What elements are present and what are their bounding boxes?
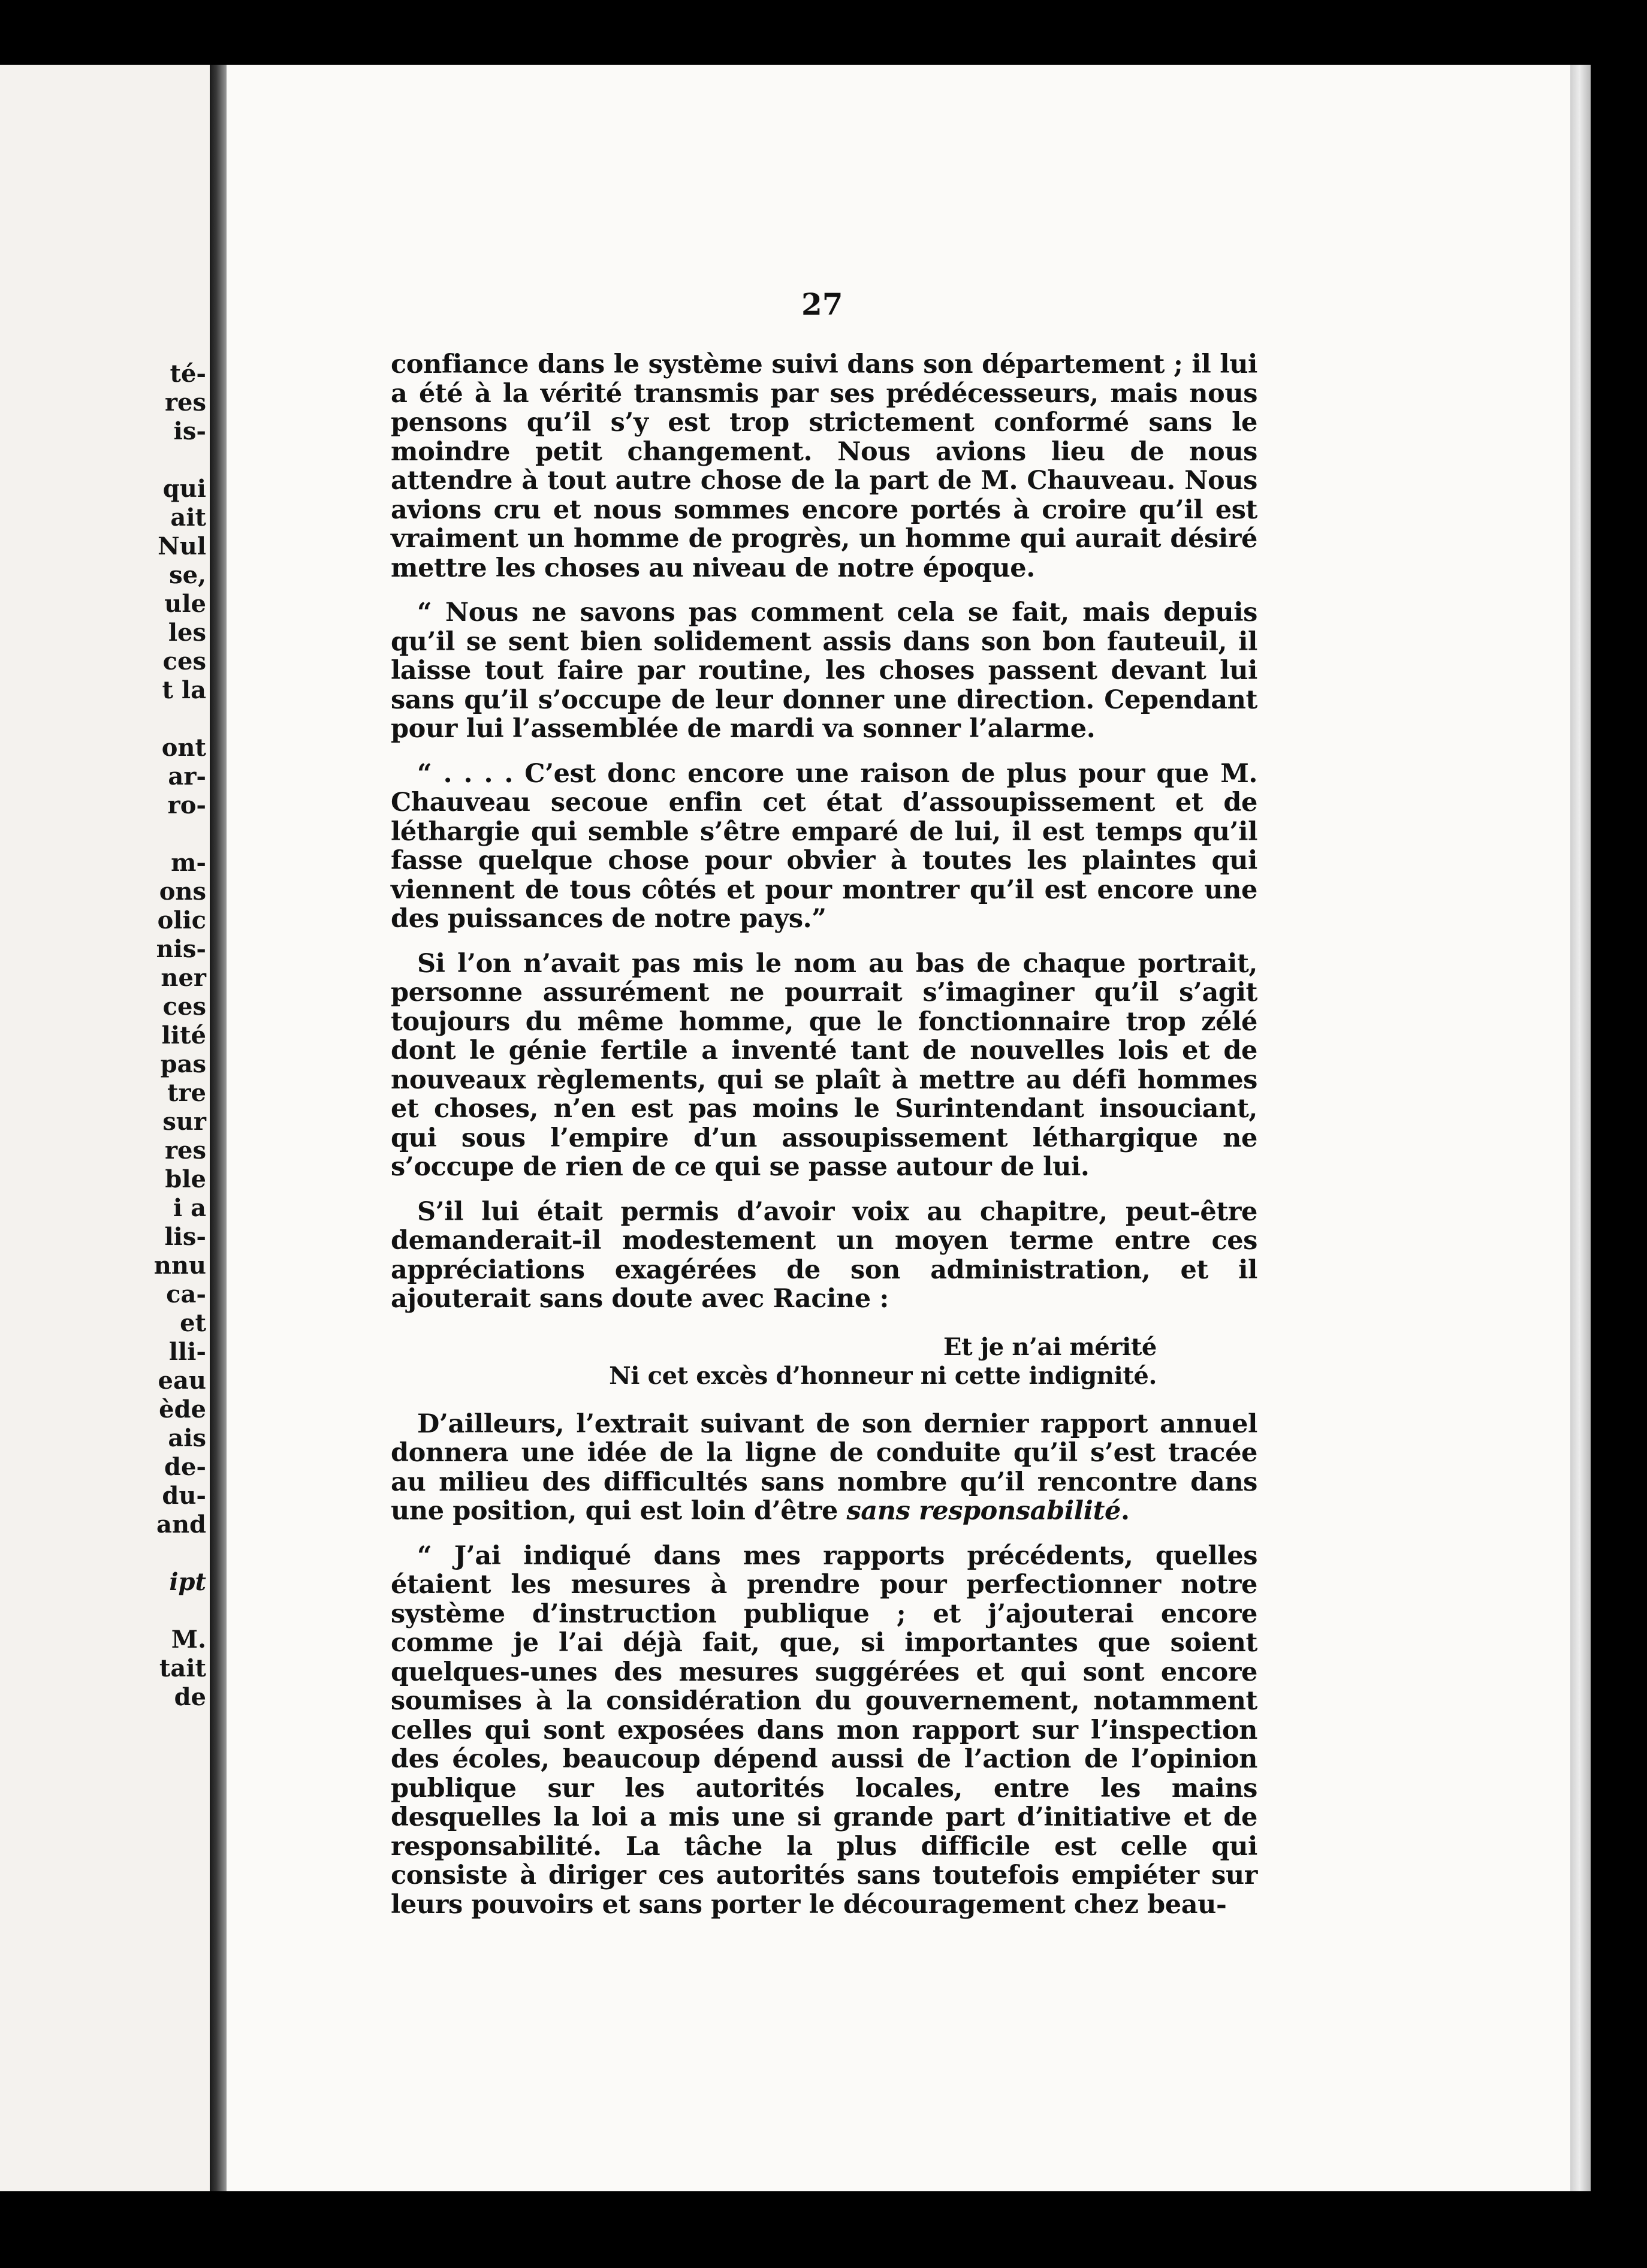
left-page-fragment: olic bbox=[157, 906, 206, 934]
left-page-fragment: tait bbox=[159, 1654, 206, 1682]
left-page-fragment: is- bbox=[173, 417, 206, 445]
left-page-fragment: tre bbox=[167, 1079, 206, 1107]
paragraph-1: confiance dans le système suivi dans son département ; il lui a été à la vérité transmis par ses prédécesseurs, mais nous pensons qu’il s’y est trop strictement conformé sans le moindre petit changement. Nous avions lieu de nous attendre à tout autre chose de la part de M. Chauveau. Nous avions cru et nous sommes encore portés à croire qu’il est vraiment un homme de progrès, un homme qui aurait désiré mettre les choses au niveau de notre époque. bbox=[391, 349, 1257, 583]
left-page-fragment: lli- bbox=[168, 1338, 206, 1366]
paragraph-7-quote: “ J’ai indiqué dans mes rapports précédents, quelles étaient les mesures à prendre pour perfectionner notre système d’instruction publique ; et j’ajouterai encore comme je l’ai déjà fait, que, si importantes que soient quelques-unes des mesures suggérées et qui sont encore soumises à la considération du gouvernement, notamment celles qui sont exposées dans mon rapport sur l’inspection des écoles, beaucoup dépend aussi de l’action de l’opinion publique sur les autorités locales, entre les mains desquelles la loi a mis une si grande part d’initiative et de responsabilité. La tâche la plus difficile est celle qui consiste à diriger ces autorités sans toutefois empiéter sur leurs pouvoirs et sans porter le découragement chez beau- bbox=[391, 1540, 1257, 1920]
left-page-fragment: and bbox=[156, 1510, 206, 1539]
paragraph-6-text: D’ailleurs, l’extrait suivant de son dernier rapport annuel donnera une idée de la ligne de conduite qu’il s’est tracée au milieu des difficultés sans nombre qu’il rencontre dans une position, qui est loin d’être bbox=[391, 1409, 1257, 1526]
left-page-fragment: et bbox=[180, 1309, 206, 1337]
left-page-fragment: ces bbox=[162, 993, 206, 1021]
paragraph-5: S’il lui était permis d’avoir voix au chapitre, peut-être demanderait-il modestement un moyen terme entre ces appréciations exagérées de son administration, et il ajouterait sans doute avec Racine : bbox=[391, 1196, 1257, 1314]
left-page-fragment: t la bbox=[162, 676, 206, 704]
left-page-fragment: eau bbox=[158, 1367, 206, 1395]
left-page-fragment: ais bbox=[168, 1424, 206, 1452]
left-page-fragment: ons bbox=[159, 877, 206, 906]
left-page-fragment: ipt bbox=[169, 1568, 206, 1596]
left-page-fragment: pas bbox=[160, 1050, 206, 1078]
paragraph-6 bbox=[391, 1410, 1257, 1526]
left-page-fragment: du- bbox=[162, 1482, 206, 1510]
left-page-fragment: ède bbox=[159, 1395, 206, 1423]
left-page-fragment: Nul bbox=[158, 532, 206, 560]
left-page-fragment: ont bbox=[161, 734, 206, 762]
left-page-fragment: ces bbox=[162, 647, 206, 675]
left-page-fragment: ner bbox=[161, 964, 206, 992]
left-facing-page bbox=[0, 65, 210, 2191]
left-page-fragment: res bbox=[164, 1136, 206, 1165]
left-page-fragment: i a bbox=[173, 1194, 206, 1222]
left-page-fragment: sur bbox=[162, 1108, 206, 1136]
verse-line-1: Et je n’ai mérité bbox=[943, 1332, 1157, 1361]
left-page-fragment: ble bbox=[165, 1165, 206, 1193]
paragraph-2-quote: “ Nous ne savons pas comment cela se fait, mais depuis qu’il se sent bien solidement assis dans son bon fauteuil, il laisse tout faire par routine, les choses passent devant lui sans qu’il s’occupe de leur donner une direction. Cependant pour lui l’assemblée de mardi va sonner l’alarme. bbox=[391, 598, 1257, 744]
paragraph-4: Si l’on n’avait pas mis le nom au bas de chaque portrait, personne assurément ne pourrait s’imaginer qu’il s’agit toujours du même homme, que le fonctionnaire trop zélé dont le génie fertile a inventé tant de nouvelles lois et de nouveaux règlements, qui se plaît à mettre au défi hommes et choses, n’en est pas moins le Surintendant insouciant, qui sous l’empire d’un assoupissement léthargique ne s’occupe de rien de ce qui se passe autour de lui. bbox=[391, 948, 1257, 1182]
book-gutter bbox=[210, 65, 227, 2191]
left-page-fragment: ca- bbox=[166, 1280, 206, 1308]
left-page-fragment: ar- bbox=[168, 762, 206, 791]
left-page-fragment: se, bbox=[169, 561, 206, 589]
left-page-fragment: lis- bbox=[164, 1223, 206, 1251]
left-page-fragment: ro- bbox=[167, 791, 206, 819]
paragraph-3-quote: “ . . . . C’est donc encore une raison de plus pour que M. Chauveau secoue enfin cet état d’assoupissement et de léthargie qui semble s’être emparé de lui, il est temps qu’il fasse quelque chose pour obvier à toutes les plaintes qui viennent de tous côtés et pour montrer qu’il est encore une des puissances de notre pays.” bbox=[391, 758, 1257, 934]
page-edge bbox=[1570, 65, 1591, 2191]
left-page-fragment: ait bbox=[170, 503, 206, 532]
page-body bbox=[391, 350, 1257, 1919]
left-page-fragment: té- bbox=[170, 360, 206, 388]
left-page-fragment: res bbox=[164, 388, 206, 417]
left-page-fragment: de- bbox=[164, 1453, 206, 1481]
left-page-fragment: les bbox=[168, 619, 206, 647]
page-number: 27 bbox=[801, 286, 843, 322]
left-page-fragment: lité bbox=[161, 1021, 206, 1049]
left-page-fragment: qui bbox=[162, 475, 206, 503]
left-page-fragment: m- bbox=[171, 849, 206, 877]
left-page-fragment: ule bbox=[164, 590, 206, 618]
verse-line-2: Ni cet excès d’honneur ni cette indignité. bbox=[609, 1361, 1157, 1390]
left-page-fragment: nis- bbox=[156, 935, 206, 963]
paragraph-6-emphasis: sans responsabilité bbox=[846, 1496, 1121, 1526]
left-page-fragment: M. bbox=[171, 1625, 206, 1654]
left-page-fragment: de bbox=[174, 1683, 206, 1711]
left-page-fragment: nnu bbox=[153, 1251, 206, 1280]
paragraph-6-end: . bbox=[1121, 1496, 1130, 1526]
